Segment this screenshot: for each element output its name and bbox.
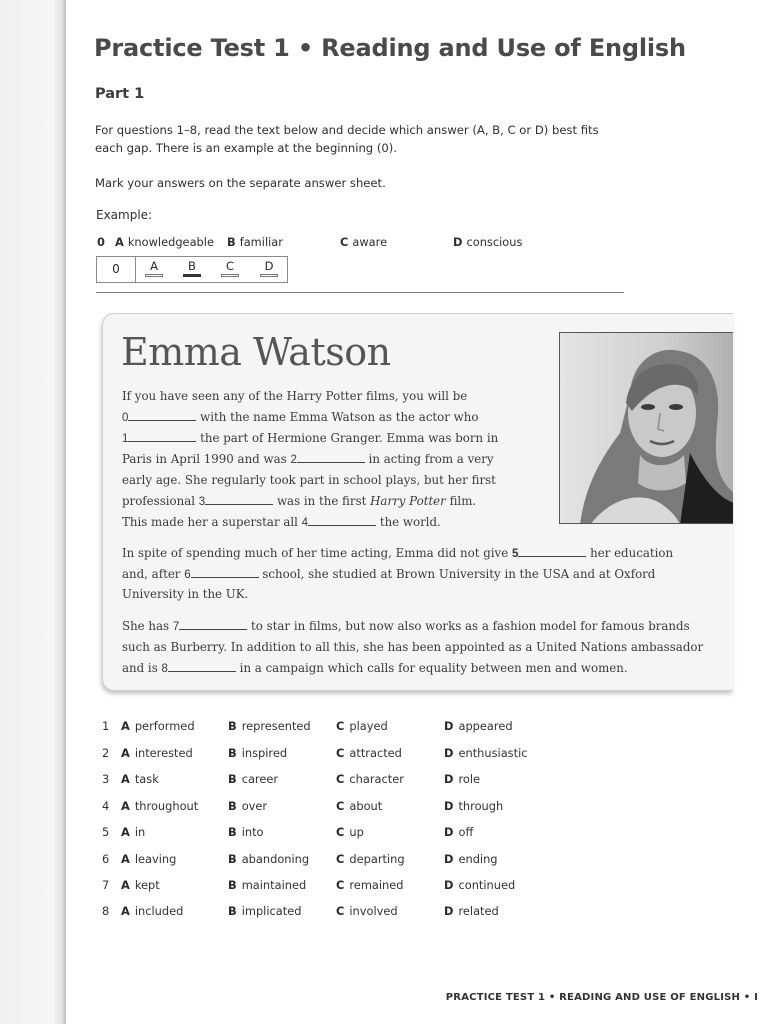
portrait-photo <box>559 332 733 524</box>
option-7a: A kept <box>121 878 160 892</box>
option-6d: D ending <box>444 852 498 866</box>
gap-2 <box>297 452 365 463</box>
option-2d: D enthusiastic <box>444 746 528 760</box>
gap-6 <box>191 567 259 578</box>
option-2b: B inspired <box>228 746 288 760</box>
article-p2-line-3: University in the UK. <box>122 587 249 601</box>
example-number: 0 <box>97 235 105 249</box>
article-p1-line-7: This made her a superstar all 4 the world. <box>122 515 441 529</box>
page-title: Practice Test 1 • Reading and Use of English <box>94 34 686 62</box>
option-4b: B over <box>228 799 268 813</box>
article-p3-line-2: such as Burberry. In addition to all this, she has been appointed as a United Nations ambassador <box>122 640 704 654</box>
option-8d: D related <box>444 904 499 918</box>
example-box-option-a: A <box>144 259 164 277</box>
option-7b: B maintained <box>228 878 307 892</box>
gap-3 <box>205 494 273 505</box>
gap-1 <box>128 431 196 442</box>
option-3a: A task <box>121 772 159 786</box>
article-p1-line-3: 1 the part of Hermione Granger. Emma was born in <box>122 431 499 445</box>
page: Practice Test 1 • Reading and Use of English Part 1 For questions 1–8, read the text below and decide which answer (A, B, C or D) best fits each gap. There is an example at the beginning (0). Mark your answers on the separate answer sheet. Example: 0 A knowledgeable B familiar C aware D conscious 0 A B C D Emma Watson If you have seen any of the Harry Potter films, you will be 0 with the name Emma Watson as the actor who 1 the part of Hermione Granger. Emma was born in Paris in April 1990 and was 2 in acting from a very early age. She regularly took part in school plays, but her first professional 3 was in the first Harry Potter film. This made her a superstar all 4 the world. In spite of spending much of her time acting, Emma did not give 5 her education and, after 6 school, she studied at Brown University in the USA and at Oxford University in the UK. She has 7 to star in films, but now also works as a fashion model for famous brands such as Burberry. In addition to all this, she has been appointed as a United Nations ambassador and is 8 in a campaign which calls for equality between men and women. 1 A performed B represented C played D appeared 2 A interested B inspired C attracted D enthusiastic 3 A task B career C character D role 4 A throughout B over C about D through 5 A in B into C up D off 6 A leaving B abandoning C departing D ending 7 A kept B maintained C remained D continued 8 A included B implicated C involved D related PRACTICE TEST 1 • READING AND USE OF ENGLISH • I <box>94 34 758 1003</box>
article-p3-line-3: and is 8 in a campaign which calls for equality between men and women. <box>122 661 628 675</box>
instructions-line-1: For questions 1–8, read the text below and decide which answer (A, B, C or D) best fits <box>95 123 599 137</box>
example-box-option-d: D <box>259 259 279 277</box>
article-box <box>102 313 733 691</box>
option-7c: C remained <box>336 878 404 892</box>
option-5d: D off <box>444 825 474 839</box>
option-1d: D appeared <box>444 719 513 733</box>
option-2c: C attracted <box>336 746 402 760</box>
example-label: Example: <box>96 208 153 222</box>
option-8c: C involved <box>336 904 398 918</box>
example-answer-box <box>96 256 288 283</box>
article-p2-line-1: In spite of spending much of her time acting, Emma did not give 5 her education <box>122 546 674 560</box>
option-1a: A performed <box>121 719 195 733</box>
option-1b: B represented <box>228 719 311 733</box>
gap-5 <box>518 546 586 557</box>
page-footer: PRACTICE TEST 1 • READING AND USE OF ENGLISH • I <box>445 992 758 1003</box>
article-p3-line-1: She has 7 to star in films, but now also works as a fashion model for famous brands <box>122 619 690 633</box>
part-heading: Part 1 <box>95 86 145 102</box>
example-box-option-b: B <box>182 259 202 277</box>
option-5a: A in <box>121 825 146 839</box>
gap-8 <box>168 661 236 672</box>
instructions-line-2: each gap. There is an example at the beginning (0). <box>95 141 397 155</box>
option-3d: D role <box>444 772 481 786</box>
option-6b: B abandoning <box>228 852 310 866</box>
book-spine-shadow <box>0 0 66 1024</box>
instructions <box>95 121 655 157</box>
article-p1-line-2: 0 with the name Emma Watson as the actor who <box>122 410 479 424</box>
example-option-a: A knowledgeable <box>115 235 214 249</box>
article-title: Emma Watson <box>121 330 391 374</box>
article-p1-line-4: Paris in April 1990 and was 2 in acting from a very <box>122 452 494 466</box>
example-option-b: B familiar <box>227 235 283 249</box>
answer-sheet-note: Mark your answers on the separate answer sheet. <box>95 176 386 190</box>
option-8b: B implicated <box>228 904 302 918</box>
option-1c: C played <box>336 719 388 733</box>
option-3b: B career <box>228 772 279 786</box>
article-p1-line-1: If you have seen any of the Harry Potter films, you will be <box>122 389 468 403</box>
example-option-c: C aware <box>340 235 388 249</box>
gap-0 <box>128 410 196 421</box>
example-option-d: D conscious <box>453 235 523 249</box>
article-p1-line-6: professional 3 was in the first Harry Potter film. <box>122 494 477 508</box>
divider <box>96 292 624 293</box>
example-box-option-c: C <box>220 259 240 277</box>
option-4c: C about <box>336 799 383 813</box>
option-4a: A throughout <box>121 799 199 813</box>
option-6c: C departing <box>336 852 405 866</box>
option-3c: C character <box>336 772 404 786</box>
option-6a: A leaving <box>121 852 177 866</box>
option-7d: D continued <box>444 878 516 892</box>
option-5c: C up <box>336 825 364 839</box>
gap-4 <box>308 515 376 526</box>
option-2a: A interested <box>121 746 193 760</box>
example-box-number: 0 <box>97 257 136 282</box>
article-p2-line-2: and, after 6 school, she studied at Brown University in the USA and at Oxford <box>122 567 656 581</box>
option-4d: D through <box>444 799 504 813</box>
article-p1-line-5: early age. She regularly took part in school plays, but her first <box>122 473 496 487</box>
gap-7 <box>179 619 247 630</box>
option-8a: A included <box>121 904 184 918</box>
option-5b: B into <box>228 825 264 839</box>
portrait-image <box>560 333 733 524</box>
